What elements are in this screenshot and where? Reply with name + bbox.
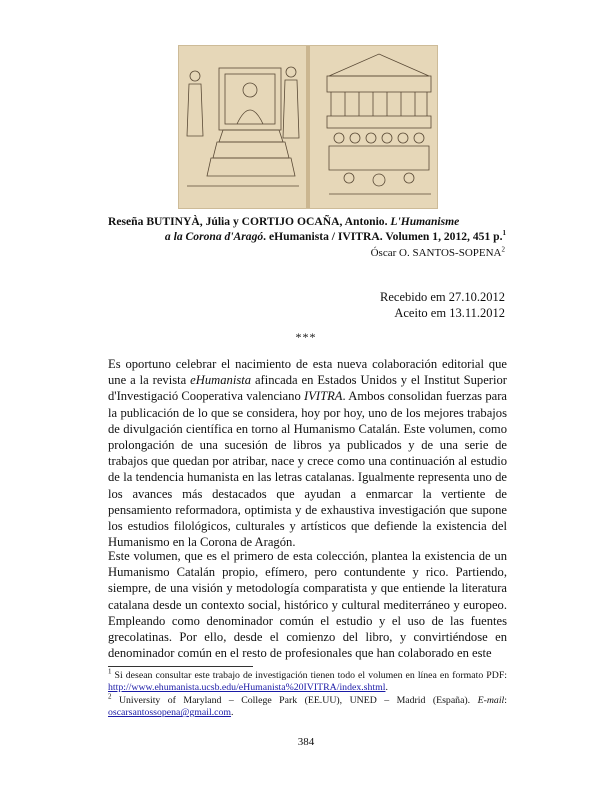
received-date: Recebido em 27.10.2012 xyxy=(380,290,505,304)
footnote-1-end: . xyxy=(385,682,388,694)
author-footnote-ref[interactable]: 2 xyxy=(501,245,505,254)
paragraph-1 xyxy=(108,356,507,550)
title-publication: . eHumanista / IVITRA. Volumen 1, 2012, 451 p. xyxy=(263,230,503,243)
footnote-2-end: . xyxy=(231,707,234,719)
footnotes xyxy=(108,667,507,720)
p1-text-e: . Ambos consolidan fuerzas para la publicación de lo que se considera, hoy por hoy, uno de los mejores trabajos de divulgación científica en torno al Humanismo Catalán. Este volumen, como prolongación de una sucesión de libros ya publicados y de una serie de trabajos que quedan por atribar, nace y crece como una continuación al estudio de la tendencia humanista en las letras catalanas. Igualmente representa uno de los avances más destacados que ayudan a enmarcar la vertiente de pensamiento reformadora, optimista y de exhaustiva investigación que supone los estudios filológicos, culturales y artísticos que defiende la existencia del Humanismo en la Corona de Aragón. xyxy=(108,389,507,550)
footnote-1 xyxy=(108,667,507,695)
title-book-italic-2: a la Corona d'Aragó xyxy=(164,230,264,243)
title-book-italic-1: L'Humanisme xyxy=(390,215,460,228)
footnote-1-text: Si desean consultar este trabajo de investigación tienen todo el volumen en línea en formato PDF: xyxy=(111,670,507,681)
author-name: Óscar O. SANTOS-SOPENA xyxy=(370,247,502,259)
footnote-1-number: 1 xyxy=(108,667,112,676)
email-label: E-mail xyxy=(477,694,505,706)
page-number: 384 xyxy=(297,736,315,748)
footnote-2-number: 2 xyxy=(108,692,112,701)
paragraph-2: Este volumen, que es el primero de esta colección, plantea la existencia de un Humanismo Catalán propio, efímero, pero contundente y rico. Partiendo, siempre, de una visión y metodología comparatista y que entiende la literatura catalana desde un contexto social, histórico y cultural mediterráneo y europeo. Empleando como denominador común el estudio y el uso de las fuentes grecolatinas. Por ello, desde el comienzo del libro, y convirtiéndose en denominador común en el resto de profesionales que han colaborado en este xyxy=(108,549,507,661)
email-link[interactable]: oscarsantossopena@gmail.com xyxy=(108,707,232,719)
footnote-2-text: University of Maryland – College Park (EE.UU), UNED – Madrid (España). xyxy=(111,694,478,706)
title-footnote-ref[interactable]: 1 xyxy=(502,229,506,238)
p1-text-c: afincada en Estados Unidos y el Institut Superior d'Investigació Cooperativa valenciano xyxy=(108,373,507,404)
footnote-1-link[interactable]: http://www.ehumanista.ucsb.edu/eHumanista%20IVITRA/index.shtml xyxy=(108,682,386,694)
email-separator: : xyxy=(504,694,507,706)
p1-journal-name: eHumanista xyxy=(190,373,252,388)
footnote-divider xyxy=(108,666,253,667)
p1-institute-name: IVITRA xyxy=(304,389,343,404)
p1-text-a: Es oportuno celebrar el nacimiento de esta nueva colaboración editorial que une a la revista xyxy=(108,357,507,388)
title-authors: Reseña BUTINYÀ, Júlia y CORTIJO OCAÑA, Antonio. xyxy=(108,215,391,228)
review-title xyxy=(108,214,506,244)
manuscript-illustration xyxy=(178,45,438,209)
reviewer-name xyxy=(300,246,505,260)
footnote-2 xyxy=(108,692,507,720)
submission-dates xyxy=(300,290,505,321)
section-separator: *** xyxy=(295,330,317,344)
accepted-date: Aceito em 13.11.2012 xyxy=(394,305,505,320)
